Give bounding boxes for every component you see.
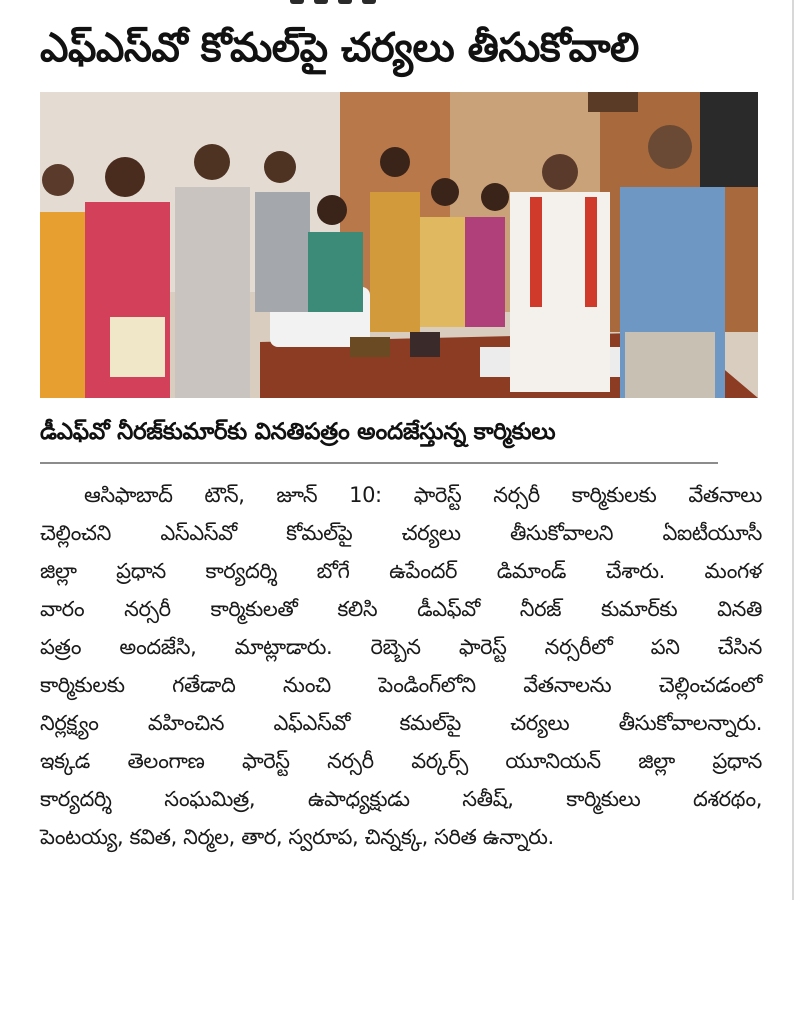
article-photo [40,92,758,398]
body-line: ఇక్కడ తెలంగాణ ఫారెస్ట్ నర్సరీ వర్కర్స్ యూనియన్ జిల్లా ప్రధాన [40,749,762,773]
body-line: పెంటయ్య, కవిత, నిర్మల, తార, స్వరూప, చిన్నక్క, సరిత ఉన్నారు. [40,825,554,849]
body-line: వారం నర్సరీ కార్మికులతో కలిసి డీఎఫ్‌వో నీరజ్ కుమార్‌కు వినతి [40,597,762,621]
photo-caption: డీఎఫ్‌వో నీరజ్‌కుమార్‌కు వినతిపత్రం అందజేస్తున్న కార్మికులు [40,419,556,445]
caption-divider [40,462,718,464]
body-line: పత్రం అందజేసి, మాట్లాడారు. రెబ్బెన ఫారెస్ట్ నర్సరీలో పని చేసిన [40,635,762,659]
article-body [40,476,762,856]
body-line: ఆసిఫాబాద్ టౌన్, జూన్ 10: ఫారెస్ట్ నర్సరీ కార్మికులకు వేతనాలు [84,483,762,507]
body-line: కార్యదర్శి సంఘమిత్ర, ఉపాధ్యక్షుడు సతీష్, కార్మికులు దశరథం, [40,787,762,811]
previous-article-fragment [290,0,410,6]
body-line: చెల్లించని ఎస్ఎస్‌వో కోమల్‌పై చర్యలు తీసుకోవాలని ఏఐటీయూసీ [40,521,762,545]
body-line: జిల్లా ప్రధాన కార్యదర్శి బోగే ఉపేందర్ డిమాండ్ చేశారు. మంగళ [40,559,762,583]
body-line: కార్మికులకు గతేడాది నుంచి పెండింగ్‌లోని వేతనాలను చెల్లించడంలో [40,673,762,697]
article-headline: ఎఫ్ఎస్‌వో కోమల్‌పై చర్యలు తీసుకోవాలి [40,25,639,71]
body-line: నిర్లక్ష్యం వహించిన ఎఫ్ఎస్‌వో కమల్‌పై చర్యలు తీసుకోవాలన్నారు. [40,711,762,735]
page-edge [792,0,794,900]
